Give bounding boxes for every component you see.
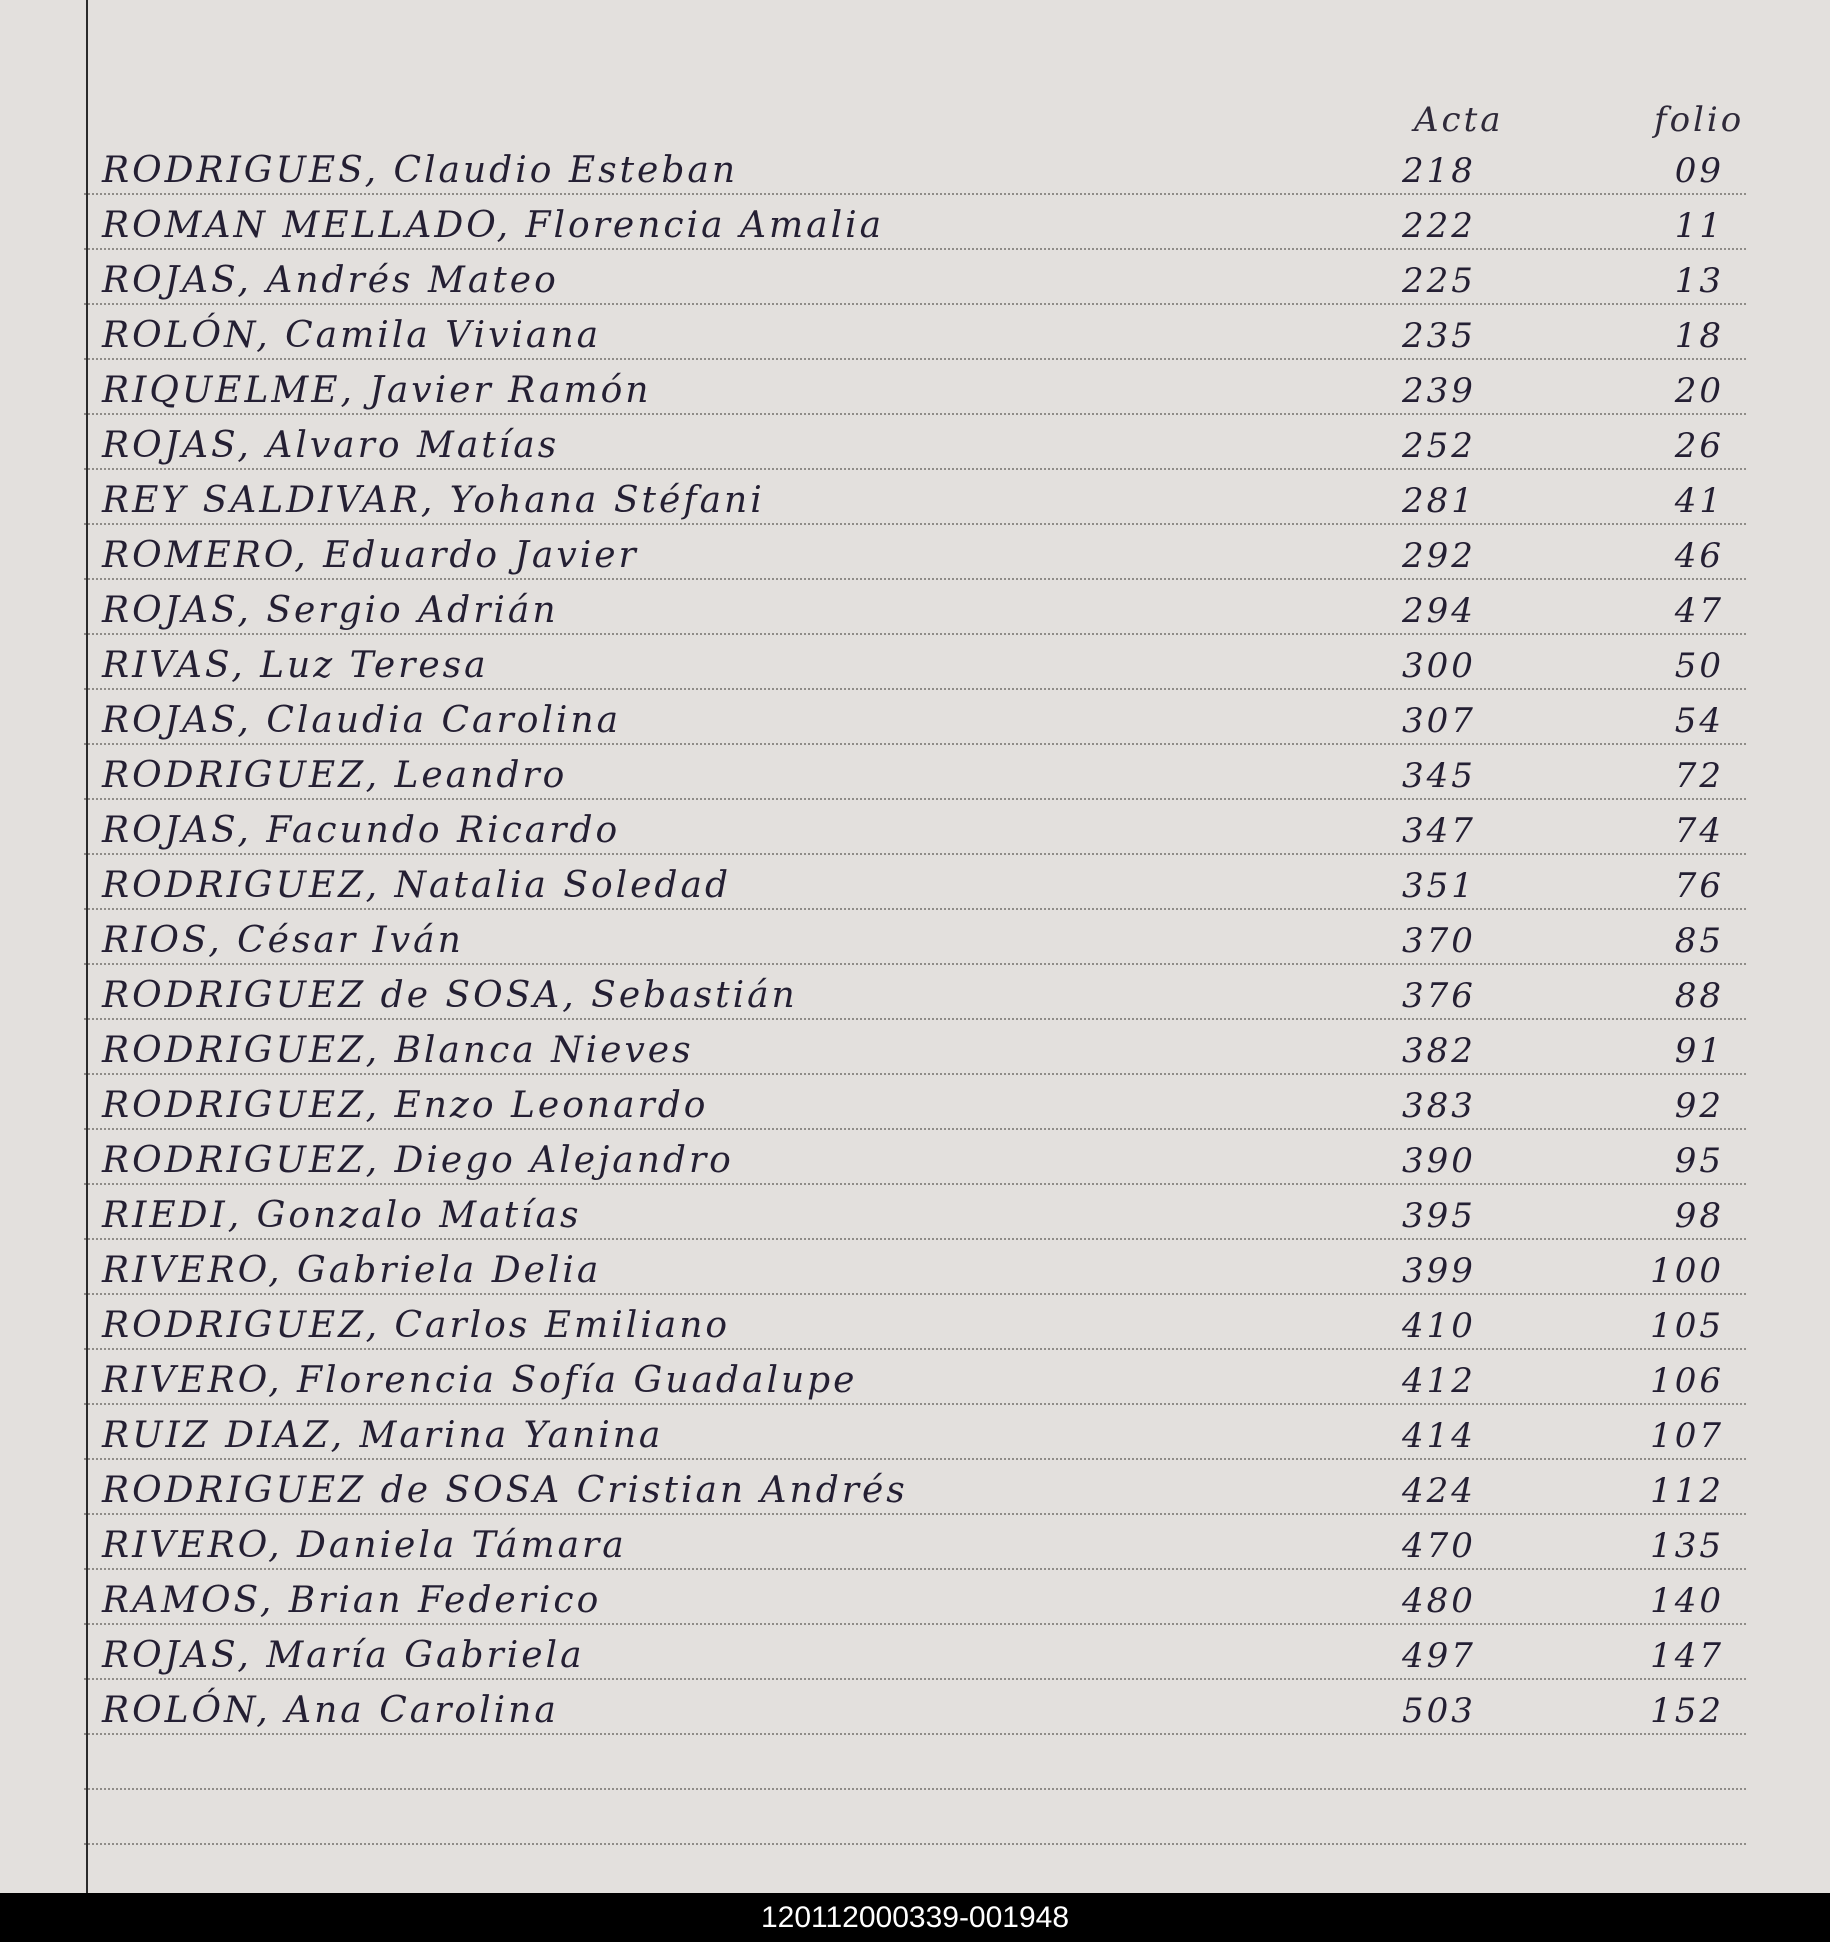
entry-acta: 382: [1402, 1031, 1476, 1071]
ledger-row: [84, 1735, 1746, 1790]
entry-name: ROJAS, Facundo Ricardo: [102, 810, 621, 851]
entry-name: RODRIGUEZ de SOSA Cristian Andrés: [102, 1470, 908, 1511]
entry-acta: 252: [1402, 426, 1476, 466]
ledger-row: [84, 855, 1746, 910]
entry-acta: 239: [1402, 371, 1476, 411]
entry-folio: 135: [1650, 1526, 1724, 1566]
entry-folio: 98: [1674, 1196, 1724, 1236]
ledger-row: [84, 140, 1746, 195]
entry-name: ROJAS, Alvaro Matías: [102, 425, 560, 466]
ledger-row: [84, 250, 1746, 305]
ledger-row: [84, 1075, 1746, 1130]
entry-folio: 106: [1650, 1361, 1724, 1401]
entry-acta: 497: [1402, 1636, 1476, 1676]
entry-name: RODRIGUEZ, Carlos Emiliano: [102, 1305, 731, 1346]
entry-acta: 292: [1402, 536, 1476, 576]
entry-acta: 470: [1402, 1526, 1476, 1566]
entry-folio: 95: [1674, 1141, 1724, 1181]
entry-list: [0, 140, 1830, 1845]
document-id-footer: 120112000339-001948: [0, 1893, 1830, 1942]
entry-acta: 370: [1402, 921, 1476, 961]
entry-name: REY SALDIVAR, Yohana Stéfani: [102, 480, 765, 521]
ledger-row: [84, 1240, 1746, 1295]
entry-acta: 412: [1402, 1361, 1476, 1401]
entry-acta: 503: [1402, 1691, 1476, 1731]
entry-acta: 410: [1402, 1306, 1476, 1346]
ledger-row: [84, 1460, 1746, 1515]
ledger-row: [84, 745, 1746, 800]
entry-acta: 390: [1402, 1141, 1476, 1181]
ledger-row: [84, 360, 1746, 415]
entry-folio: 74: [1674, 811, 1724, 851]
ledger-row: [84, 580, 1746, 635]
entry-acta: 395: [1402, 1196, 1476, 1236]
entry-folio: 13: [1674, 261, 1724, 301]
entry-name: RIVERO, Florencia Sofía Guadalupe: [102, 1360, 858, 1401]
entry-folio: 100: [1650, 1251, 1724, 1291]
ledger-row: [84, 1130, 1746, 1185]
ledger-row: [84, 525, 1746, 580]
entry-folio: 76: [1674, 866, 1724, 906]
column-header-acta: Acta: [1414, 100, 1504, 140]
ledger-row: [84, 690, 1746, 745]
ledger-row: [84, 1625, 1746, 1680]
entry-acta: 225: [1402, 261, 1476, 301]
entry-folio: 26: [1674, 426, 1724, 466]
ledger-row: [84, 305, 1746, 360]
entry-folio: 152: [1650, 1691, 1724, 1731]
entry-folio: 88: [1674, 976, 1724, 1016]
entry-folio: 09: [1674, 151, 1724, 191]
entry-name: RODRIGUEZ, Diego Alejandro: [102, 1140, 734, 1181]
entry-acta: 480: [1402, 1581, 1476, 1621]
entry-name: ROLÓN, Camila Viviana: [102, 315, 602, 356]
entry-name: RODRIGUEZ, Leandro: [102, 755, 568, 796]
entry-folio: 147: [1650, 1636, 1724, 1676]
entry-name: RUIZ DIAZ, Marina Yanina: [102, 1415, 664, 1456]
entry-folio: 105: [1650, 1306, 1724, 1346]
entry-acta: 424: [1402, 1471, 1476, 1511]
entry-folio: 72: [1674, 756, 1724, 796]
entry-name: ROJAS, Andrés Mateo: [102, 260, 559, 301]
entry-name: RODRIGUEZ, Natalia Soledad: [102, 865, 731, 906]
ledger-row: [84, 1020, 1746, 1075]
entry-acta: 307: [1402, 701, 1476, 741]
ledger-row: [84, 800, 1746, 855]
entry-folio: 41: [1674, 481, 1724, 521]
entry-folio: 107: [1650, 1416, 1724, 1456]
ledger-row: [84, 195, 1746, 250]
ledger-row: [84, 1570, 1746, 1625]
entry-folio: 54: [1674, 701, 1724, 741]
ledger-row: [84, 635, 1746, 690]
ledger-row: [84, 1350, 1746, 1405]
entry-acta: 347: [1402, 811, 1476, 851]
ledger-row: [84, 1515, 1746, 1570]
entry-name: ROJAS, María Gabriela: [102, 1635, 585, 1676]
entry-folio: 20: [1674, 371, 1724, 411]
ledger-row: [84, 1680, 1746, 1735]
ledger-row: [84, 910, 1746, 965]
entry-acta: 235: [1402, 316, 1476, 356]
entry-acta: 300: [1402, 646, 1476, 686]
entry-name: RIVERO, Gabriela Delia: [102, 1250, 602, 1291]
entry-folio: 47: [1674, 591, 1724, 631]
ledger-row: [84, 1405, 1746, 1460]
entry-folio: 92: [1674, 1086, 1724, 1126]
entry-acta: 383: [1402, 1086, 1476, 1126]
entry-name: ROMAN MELLADO, Florencia Amalia: [102, 205, 885, 246]
entry-name: RODRIGUES, Claudio Esteban: [102, 150, 739, 191]
entry-acta: 281: [1402, 481, 1476, 521]
column-header-folio: folio: [1654, 100, 1745, 140]
ledger-row: [84, 415, 1746, 470]
entry-name: ROLÓN, Ana Carolina: [102, 1690, 559, 1731]
ledger-row: [84, 1185, 1746, 1240]
entry-folio: 46: [1674, 536, 1724, 576]
entry-acta: 218: [1402, 151, 1476, 191]
entry-name: RODRIGUEZ, Blanca Nieves: [102, 1030, 694, 1071]
entry-name: RIQUELME, Javier Ramón: [102, 370, 652, 411]
entry-name: ROJAS, Sergio Adrián: [102, 590, 559, 631]
entry-folio: 50: [1674, 646, 1724, 686]
entry-name: RODRIGUEZ de SOSA, Sebastián: [102, 975, 798, 1016]
entry-acta: 294: [1402, 591, 1476, 631]
entry-name: RIVAS, Luz Teresa: [102, 645, 489, 686]
ledger-row: [84, 1790, 1746, 1845]
entry-folio: 112: [1650, 1471, 1724, 1511]
entry-name: RODRIGUEZ, Enzo Leonardo: [102, 1085, 709, 1126]
entry-name: ROJAS, Claudia Carolina: [102, 700, 622, 741]
ledger-row: [84, 470, 1746, 525]
entry-acta: 376: [1402, 976, 1476, 1016]
entry-acta: 399: [1402, 1251, 1476, 1291]
entry-acta: 414: [1402, 1416, 1476, 1456]
entry-folio: 85: [1674, 921, 1724, 961]
entry-folio: 140: [1650, 1581, 1724, 1621]
entry-folio: 91: [1674, 1031, 1724, 1071]
entry-name: RIVERO, Daniela Támara: [102, 1525, 627, 1566]
entry-acta: 222: [1402, 206, 1476, 246]
entry-folio: 18: [1674, 316, 1724, 356]
entry-acta: 351: [1402, 866, 1476, 906]
ledger-row: [84, 965, 1746, 1020]
entry-name: RIOS, César Iván: [102, 920, 464, 961]
entry-acta: 345: [1402, 756, 1476, 796]
entry-name: RAMOS, Brian Federico: [102, 1580, 602, 1621]
entry-name: RIEDI, Gonzalo Matías: [102, 1195, 582, 1236]
entry-name: ROMERO, Eduardo Javier: [102, 535, 639, 576]
ledger-row: [84, 1295, 1746, 1350]
entry-folio: 11: [1674, 206, 1724, 246]
